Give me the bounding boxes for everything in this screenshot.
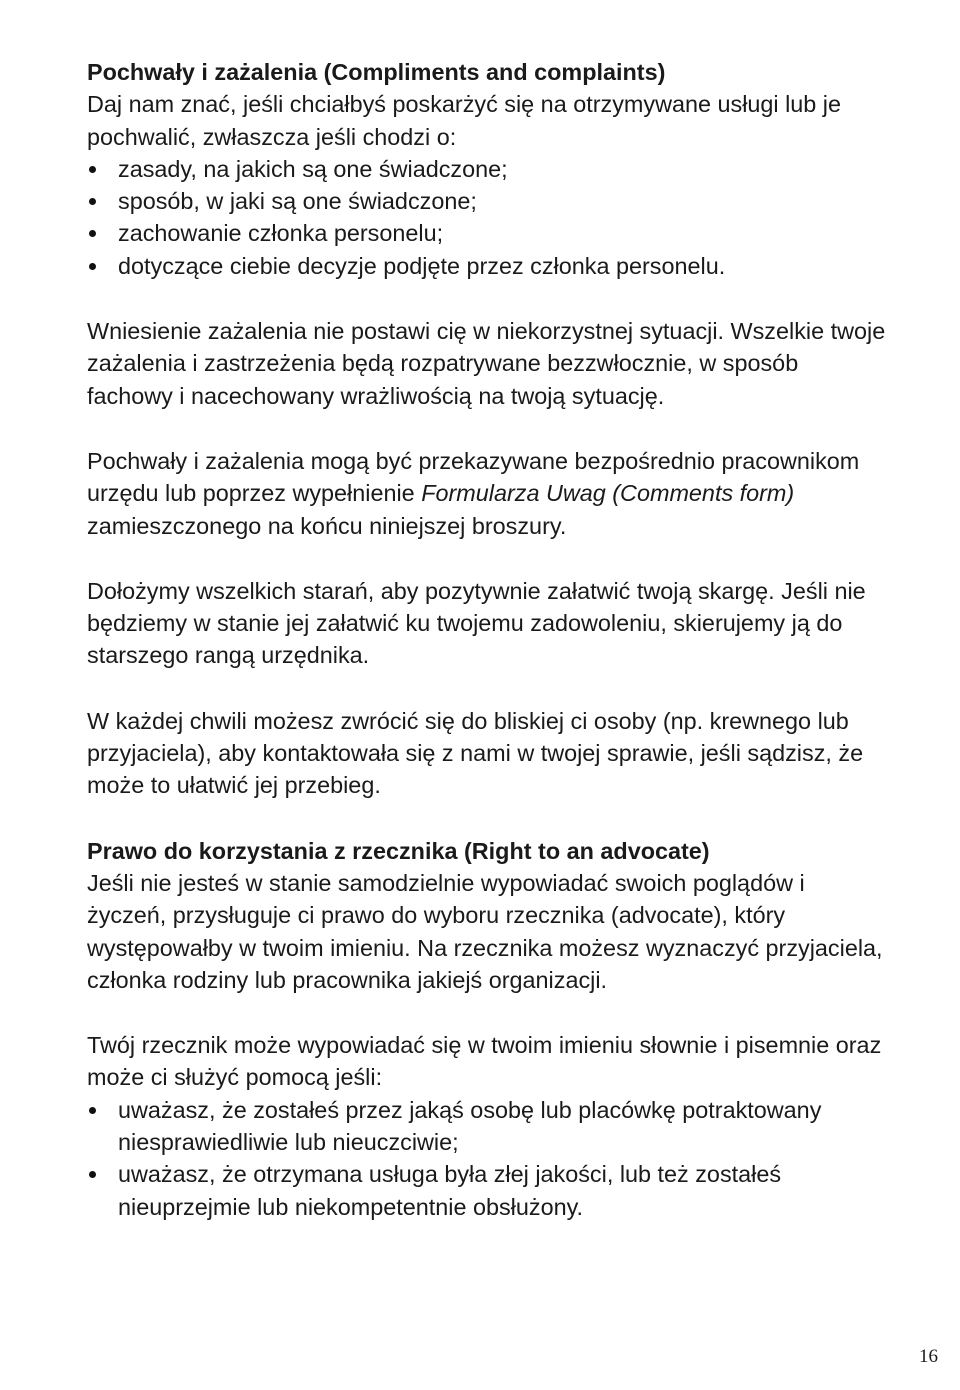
paragraph: W każdej chwili możesz zwrócić się do bliskiej ci osoby (np. krewnego lub przyjaciela), aby kontaktowała się z nami w twojej sprawie, jeśli sądzisz, że może to ułatwić jej przebieg. bbox=[87, 707, 864, 799]
section-heading: Pochwały i zażalenia (Compliments and complaints) bbox=[87, 59, 666, 85]
paragraph: Jeśli nie jesteś w stanie samodzielnie wypowiadać swoich poglądów i życzeń, przysługuje ci prawo do wyboru rzecznika (advocate), który występowałby w twoim imieniu. Na rzecznika możesz wyznaczyć przyjaciela, członka rodziny lub pracownika jakiejś organizacji. bbox=[87, 869, 883, 993]
paragraph-text: zamieszczonego na końcu niniejszej broszury. bbox=[87, 512, 567, 539]
section-compliments-complaints bbox=[87, 56, 887, 802]
bullet-item: uważasz, że zostałeś przez jakąś osobę lub placówkę potraktowany niesprawiedliwie lub nieuczciwie; bbox=[87, 1094, 887, 1159]
paragraph: Twój rzecznik może wypowiadać się w twoim imieniu słownie i pisemnie oraz może ci służyć pomocą jeśli: bbox=[87, 1032, 882, 1091]
bullet-list bbox=[87, 1094, 887, 1223]
section-right-to-advocate bbox=[87, 835, 887, 1223]
paragraph-intro: Daj nam znać, jeśli chciałbyś poskarżyć się na otrzymywane usługi lub je pochwalić, zwłaszcza jeśli chodzi o: bbox=[87, 91, 842, 150]
bullet-item: dotyczące ciebie decyzje podjęte przez członka personelu. bbox=[87, 250, 887, 282]
page-number: 16 bbox=[919, 1346, 938, 1367]
bullet-item: uważasz, że otrzymana usługa była złej jakości, lub też zostałeś nieuprzejmie lub niekompetentnie obsłużony. bbox=[87, 1158, 887, 1223]
paragraph: Dołożymy wszelkich starań, aby pozytywnie załatwić twoją skargę. Jeśli nie będziemy w stanie jej załatwić ku twojemu zadowoleniu, skierujemy ją do starszego rangą urzędnika. bbox=[87, 577, 866, 669]
paragraph-text: Pochwały i zażalenia mogą być przekazywane bezpośrednio pracownikom urzędu lub poprzez wypełnienie bbox=[87, 447, 860, 507]
bullet-item: zachowanie członka personelu; bbox=[87, 217, 887, 249]
paragraph: Wniesienie zażalenia nie postawi cię w niekorzystnej sytuacji. Wszelkie twoje zażalenia i zastrzeżenia będą rozpatrywane bezzwłocznie, w sposób fachowy i nacechowany wrażliwością na twoją sytuację. bbox=[87, 318, 886, 409]
page-content bbox=[87, 56, 887, 1223]
bullet-item: sposób, w jaki są one świadczone; bbox=[87, 185, 887, 217]
section-heading: Prawo do korzystania z rzecznika (Right to an advocate) bbox=[87, 837, 710, 864]
paragraph bbox=[87, 445, 887, 542]
bullet-list bbox=[87, 153, 887, 282]
form-reference: Formularza Uwag (Comments form) bbox=[421, 480, 795, 507]
bullet-item: zasady, na jakich są one świadczone; bbox=[87, 153, 887, 185]
